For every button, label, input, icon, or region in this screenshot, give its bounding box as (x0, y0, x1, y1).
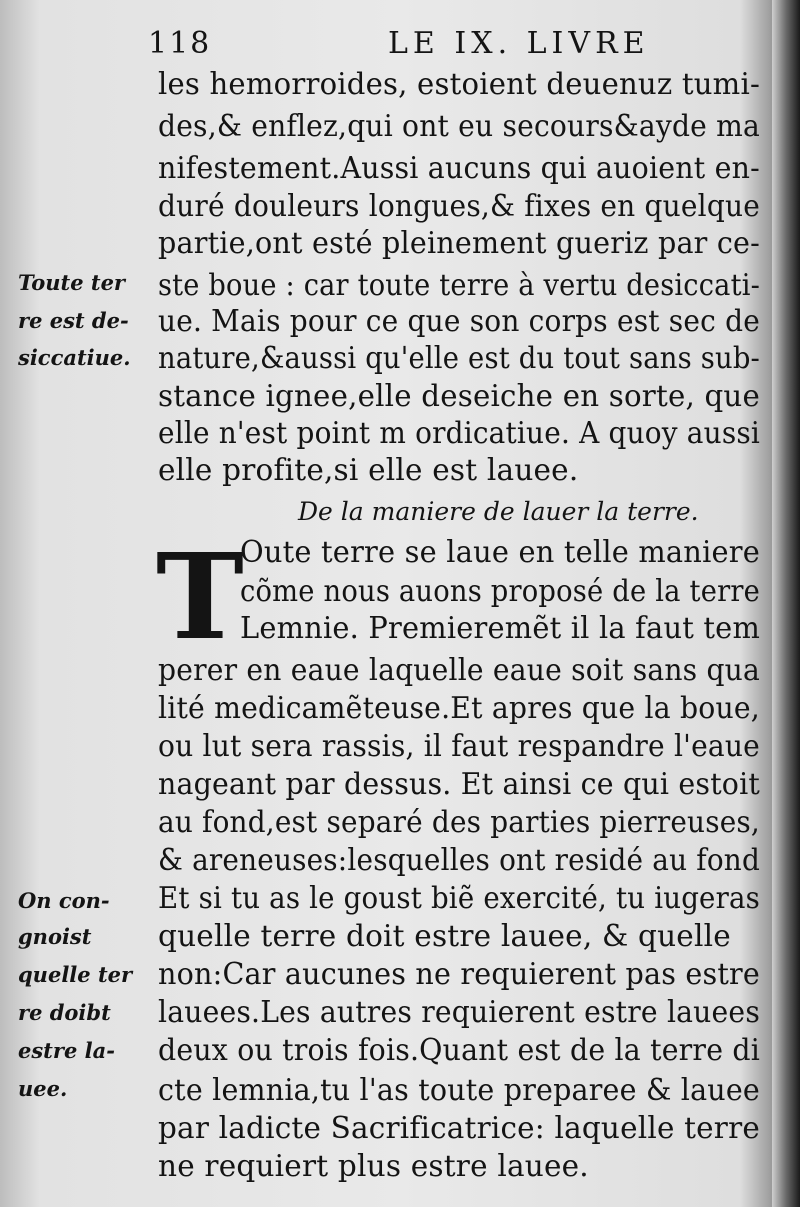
text-line: les hemorroides, estoient deuenuz tumi- (158, 67, 760, 101)
text-line: non:Car aucunes ne requierent pas estre (158, 957, 760, 991)
text-line: nature,&aussi qu'elle est du tout sans sub- (158, 341, 760, 375)
running-title: LE IX. LIVRE (388, 26, 650, 61)
text-line: partie,ont esté pleinement gueriz par ce- (158, 226, 760, 260)
text-line: ue. Mais pour ce que son corps est sec de (158, 304, 760, 338)
text-line: quelle terre doit estre lauee, & quelle (158, 919, 731, 953)
text-line: nageant par dessus. Et ainsi ce qui estoit (158, 767, 760, 801)
running-head (148, 26, 748, 66)
text-line: Et si tu as le goust biẽ exercité, tu iugeras (158, 881, 760, 915)
text-line: Lemnie. Premieremẽt il la faut tem (240, 611, 760, 645)
text-line: perer en eaue laquelle eaue soit sans qua (158, 653, 760, 687)
drop-cap: T (156, 527, 244, 666)
text-line: lité medicamẽteuse.Et apres que la boue, (158, 691, 760, 725)
text-line: duré douleurs longues,& fixes en quelque (158, 189, 760, 223)
text-line: cõme nous auons proposé de la terre (240, 574, 760, 608)
text-line: au fond,est separé des parties pierreuses, (158, 805, 760, 839)
margin-note-line: Toute ter (18, 270, 125, 295)
text-line: ou lut sera rassis, il faut respandre l'eaue (158, 729, 760, 763)
text-line: des,& enflez,qui ont eu secours&ayde ma (158, 109, 760, 143)
text-line: deux ou trois fois.Quant est de la terre di (158, 1033, 760, 1067)
text-line: nifestement.Aussi aucuns qui auoient en- (158, 151, 760, 185)
section-title: De la maniere de lauer la terre. (298, 497, 699, 526)
margin-note-line: quelle ter (18, 962, 133, 987)
margin-note-line: re doibt (18, 1000, 111, 1025)
text-line: ste boue : car toute terre à vertu desiccati- (158, 268, 760, 302)
text-line: elle n'est point m ordicatiue. A quoy aussi (158, 416, 760, 450)
page-number: 118 (148, 26, 212, 61)
text-line: & areneuses:lesquelles ont residé au fond (158, 843, 760, 877)
text-line: lauees.Les autres requierent estre lauees (158, 995, 760, 1029)
margin-note-line: On con- (18, 888, 110, 913)
text-line: stance ignee,elle deseiche en sorte, que (158, 379, 760, 413)
facing-page-edge (772, 0, 800, 1207)
text-line: ne requiert plus estre lauee. (158, 1149, 589, 1183)
text-line: par ladicte Sacrificatrice: laquelle terre (158, 1111, 760, 1145)
margin-note-line: gnoist (18, 924, 92, 949)
text-line: elle profite,si elle est lauee. (158, 453, 579, 487)
text-line: Oute terre se laue en telle maniere (240, 535, 760, 569)
margin-note-line: re est de- (18, 308, 129, 333)
margin-note-line: siccatiue. (18, 345, 131, 370)
margin-note-line: uee. (18, 1076, 68, 1101)
text-line: cte lemnia,tu l'as toute preparee & lauee (158, 1073, 760, 1107)
margin-note-line: estre la- (18, 1038, 115, 1063)
